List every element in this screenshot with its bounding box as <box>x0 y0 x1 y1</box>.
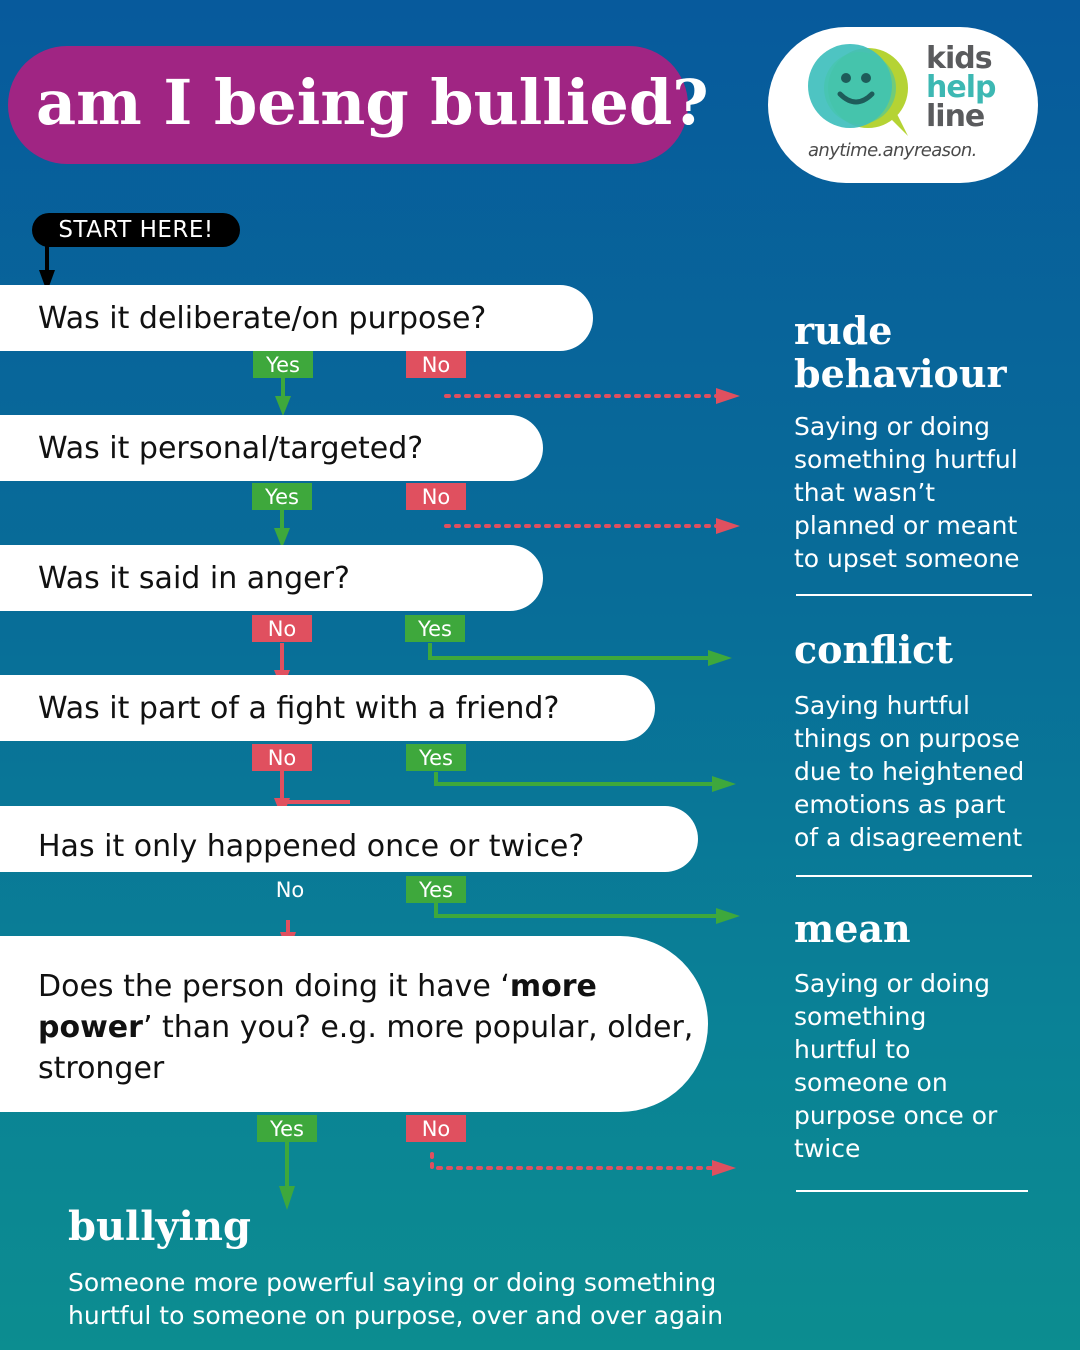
outcome-divider <box>796 1190 1028 1192</box>
logo-word-kids: kids <box>926 41 992 76</box>
question-deliberate-yes-tag: Yes <box>253 351 313 378</box>
question-targeted: Was it personal/targeted? <box>0 415 543 481</box>
outcome-divider <box>796 875 1032 877</box>
question-anger: Was it said in anger? <box>0 545 543 611</box>
outcome-rude-behaviour-description: Saying or doing something hurtful that wasn’t planned or meant to upset someone <box>794 412 1020 573</box>
outcome-conflict-description: Saying hurtful things on purpose due to heightened emotions as part of a disagreement <box>794 691 1025 852</box>
power-emphasis: power <box>38 1010 143 1045</box>
question-anger-no-tag: No <box>252 615 312 642</box>
outcome-bullying-description: Someone more powerful saying or doing something hurtful to someone on purpose, over and over again <box>68 1268 724 1330</box>
start-here-badge: START HERE! <box>32 213 240 247</box>
question-more-power-no-tag: No <box>406 1115 466 1142</box>
logo-word-help: help <box>926 70 996 105</box>
outcome-mean-heading: mean <box>794 906 911 951</box>
question-targeted-no-tag: No <box>406 483 466 510</box>
question-fight-friend-no-tag: No <box>252 744 312 771</box>
question-targeted-yes-tag: Yes <box>252 483 312 510</box>
page-title: am I being bullied? <box>36 66 709 139</box>
outcome-conflict-heading: conflict <box>794 627 953 672</box>
outcome-mean-description: Saying or doing something hurtful to someone on purpose once or twice <box>794 969 998 1163</box>
question-more-power: Does the person doing it have ‘more power’ than you? e.g. more popular, older, stronger <box>0 936 708 1112</box>
outcome-rude-behaviour-heading: rude behaviour <box>794 308 1007 396</box>
more-emphasis: more <box>509 969 597 1004</box>
question-fight-friend-yes-tag: Yes <box>406 744 466 771</box>
outcome-bullying-heading: bullying <box>68 1203 251 1250</box>
question-deliberate-no-tag: No <box>406 351 466 378</box>
question-anger-yes-tag: Yes <box>405 615 465 642</box>
question-deliberate: Was it deliberate/on purpose? <box>0 285 593 351</box>
question-once-twice-yes-tag: Yes <box>406 876 466 903</box>
question-once-twice: Has it only happened once or twice? <box>0 806 698 872</box>
question-once-twice-no-tag: No <box>275 878 305 902</box>
question-more-power-yes-tag: Yes <box>257 1115 317 1142</box>
question-fight-friend: Was it part of a fight with a friend? <box>0 675 655 741</box>
logo-tagline: anytime.anyreason. <box>808 140 977 161</box>
logo-word-line: line <box>926 99 985 134</box>
outcome-divider <box>796 594 1032 596</box>
